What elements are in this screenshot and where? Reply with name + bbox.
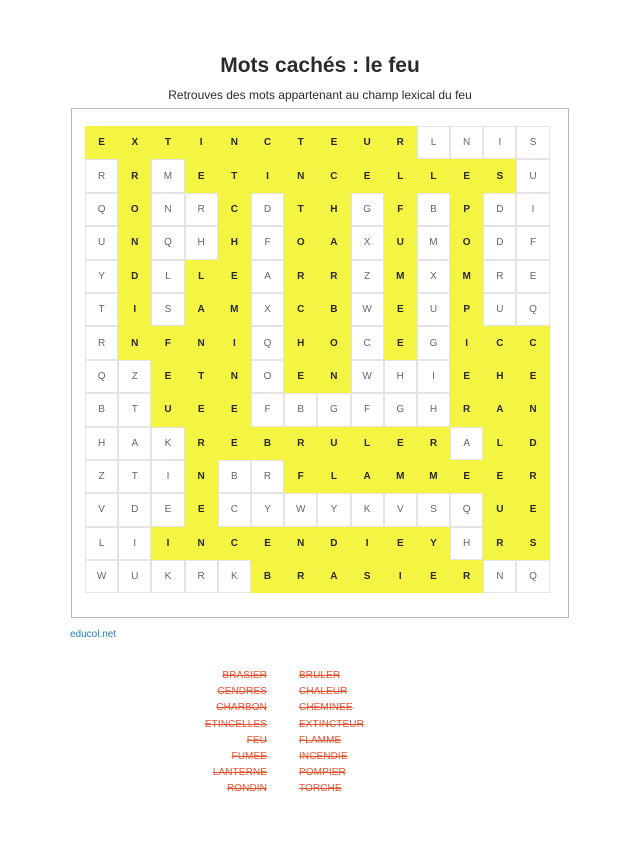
grid-cell[interactable]: M [151,159,184,192]
grid-cell[interactable]: C [218,193,251,226]
grid-cell[interactable]: E [516,360,549,393]
grid-cell[interactable]: R [185,193,218,226]
grid-cell[interactable]: E [185,393,218,426]
grid-cell[interactable]: D [483,193,516,226]
grid-cell[interactable]: Y [251,493,284,526]
grid-cell[interactable]: N [218,126,251,159]
grid-cell[interactable]: U [85,226,118,259]
grid-cell[interactable]: Q [85,193,118,226]
grid-cell[interactable]: H [185,226,218,259]
word-search-grid [85,126,550,593]
grid-cell[interactable]: H [384,360,417,393]
grid-cell[interactable]: P [450,293,483,326]
grid-cell[interactable]: N [317,360,350,393]
grid-cell[interactable]: E [384,427,417,460]
grid-cell[interactable]: H [450,527,483,560]
grid-cell[interactable]: U [417,293,450,326]
grid-cell[interactable]: V [85,493,118,526]
grid-cell[interactable]: U [384,226,417,259]
grid-cell[interactable]: E [384,293,417,326]
grid-cell[interactable]: G [384,393,417,426]
grid-cell[interactable]: E [483,460,516,493]
grid-cell[interactable]: F [251,393,284,426]
grid-cell[interactable]: O [284,226,317,259]
grid-cell[interactable]: L [317,460,350,493]
grid-cell[interactable]: N [185,460,218,493]
grid-cell[interactable]: M [417,226,450,259]
grid-cell[interactable]: U [483,493,516,526]
grid-cell[interactable]: P [450,193,483,226]
grid-cell[interactable]: I [351,527,384,560]
found-word: CENDRES [217,686,267,698]
grid-cell[interactable]: A [251,260,284,293]
grid-cell[interactable]: U [351,126,384,159]
grid-cell[interactable]: E [450,159,483,192]
grid-cell[interactable]: F [251,226,284,259]
grid-cell[interactable]: B [85,393,118,426]
grid-cell[interactable]: N [185,326,218,359]
grid-cell[interactable]: A [185,293,218,326]
grid-cell[interactable]: F [151,326,184,359]
grid-cell[interactable]: I [151,460,184,493]
grid-cell[interactable]: Y [417,527,450,560]
grid-cell[interactable]: R [85,159,118,192]
grid-cell[interactable]: Q [151,226,184,259]
found-word: FUMEE [231,751,267,763]
grid-cell[interactable]: N [118,226,151,259]
grid-cell[interactable]: H [85,427,118,460]
grid-cell[interactable]: R [450,393,483,426]
grid-cell[interactable]: N [284,527,317,560]
grid-cell[interactable]: N [118,326,151,359]
grid-cell[interactable]: Y [317,493,350,526]
grid-cell[interactable]: R [483,260,516,293]
grid-cell[interactable]: C [317,159,350,192]
grid-cell[interactable]: H [417,393,450,426]
grid-cell[interactable]: I [118,293,151,326]
grid-cell[interactable]: N [185,527,218,560]
found-word: BRASIER [222,670,267,681]
grid-cell[interactable]: L [185,260,218,293]
grid-cell[interactable]: W [85,560,118,593]
grid-cell[interactable]: Y [85,260,118,293]
grid-cell[interactable]: C [251,126,284,159]
grid-cell[interactable]: E [317,126,350,159]
grid-cell[interactable]: T [284,193,317,226]
grid-cell[interactable]: H [483,360,516,393]
grid-cell[interactable]: F [384,193,417,226]
found-word: POMPIER [299,767,346,779]
found-word: BRULER [299,670,341,681]
grid-cell[interactable]: Q [251,326,284,359]
grid-cell[interactable]: Q [85,360,118,393]
grid-cell[interactable]: M [450,260,483,293]
found-word: FEU [246,734,267,746]
grid-cell[interactable]: M [218,293,251,326]
grid-cell[interactable]: F [351,393,384,426]
grid-cell[interactable]: R [384,126,417,159]
grid-cell[interactable]: G [417,326,450,359]
grid-cell[interactable]: T [284,126,317,159]
grid-cell[interactable]: E [218,427,251,460]
grid-cell[interactable]: U [118,560,151,593]
grid-cell[interactable]: Q [450,493,483,526]
grid-cell[interactable]: S [516,126,549,159]
page-subtitle: Retrouves des mots appartenant au champ lexical du feu [168,88,472,102]
grid-cell[interactable]: I [384,560,417,593]
grid-cell[interactable]: R [85,326,118,359]
found-word: INCENDIE [299,751,348,763]
grid-cell[interactable]: B [251,560,284,593]
grid-cell[interactable]: E [384,326,417,359]
grid-cell[interactable]: D [317,527,350,560]
grid-cell[interactable]: O [251,360,284,393]
found-word: EXTINCTEUR [299,718,364,730]
grid-cell[interactable]: C [483,326,516,359]
grid-cell[interactable]: T [218,159,251,192]
grid-cell[interactable]: F [516,226,549,259]
grid-cell[interactable]: U [483,293,516,326]
grid-cell[interactable]: S [417,493,450,526]
grid-cell[interactable]: B [284,393,317,426]
grid-cell[interactable]: E [85,126,118,159]
grid-cell[interactable]: G [317,393,350,426]
grid-cell[interactable]: X [118,126,151,159]
found-word: TORCHE [299,783,342,795]
grid-cell[interactable]: O [317,326,350,359]
page-title: Mots cachés : le feu [220,54,420,77]
grid-cell[interactable]: F [284,460,317,493]
grid-cell[interactable]: N [218,360,251,393]
grid-cell[interactable]: E [151,360,184,393]
grid-cell[interactable]: D [118,493,151,526]
grid-cell[interactable]: X [251,293,284,326]
grid-cell[interactable]: I [516,193,549,226]
grid-cell[interactable]: E [516,493,549,526]
grid-cell[interactable]: I [185,126,218,159]
grid-cell[interactable]: C [284,293,317,326]
grid-cell[interactable]: G [351,193,384,226]
grid-cell[interactable]: E [185,159,218,192]
grid-cell[interactable]: N [450,126,483,159]
grid-cell[interactable]: M [417,460,450,493]
grid-cell[interactable]: E [450,460,483,493]
grid-cell[interactable]: E [251,527,284,560]
grid-cell[interactable]: R [118,159,151,192]
found-word: ETINCELLES [204,718,267,730]
grid-cell[interactable]: N [151,193,184,226]
found-word: LANTERNE [212,767,267,779]
grid-cell[interactable]: R [251,460,284,493]
grid-cell[interactable]: M [384,260,417,293]
grid-cell[interactable]: E [218,393,251,426]
grid-cell[interactable]: I [151,527,184,560]
grid-cell[interactable]: E [284,360,317,393]
grid-cell[interactable]: E [417,560,450,593]
grid-cell[interactable]: A [450,427,483,460]
grid-cell[interactable]: D [483,226,516,259]
grid-cell[interactable]: O [118,193,151,226]
grid-cell[interactable]: U [151,393,184,426]
grid-cell[interactable]: W [284,493,317,526]
grid-cell[interactable]: R [284,427,317,460]
grid-cell[interactable]: E [516,260,549,293]
grid-cell[interactable]: S [351,560,384,593]
grid-cell[interactable]: N [483,560,516,593]
grid-cell[interactable]: Z [118,360,151,393]
grid-cell[interactable]: U [516,159,549,192]
grid-cell[interactable]: C [351,326,384,359]
grid-cell[interactable]: H [218,226,251,259]
grid-cell[interactable]: L [85,527,118,560]
grid-cell[interactable]: E [151,493,184,526]
grid-cell[interactable]: B [218,460,251,493]
grid-cell[interactable]: Q [516,293,549,326]
grid-cell[interactable]: S [516,527,549,560]
grid-cell[interactable]: R [284,560,317,593]
grid-cell[interactable]: W [351,293,384,326]
grid-cell[interactable]: I [218,326,251,359]
grid-cell[interactable]: R [185,560,218,593]
grid-cell[interactable]: X [351,226,384,259]
grid-cell[interactable]: C [516,326,549,359]
grid-cell[interactable]: A [483,393,516,426]
grid-cell[interactable]: E [218,260,251,293]
grid-cell[interactable]: B [251,427,284,460]
grid-cell[interactable]: Z [85,460,118,493]
grid-cell[interactable]: K [151,427,184,460]
grid-cell[interactable]: V [384,493,417,526]
grid-cell[interactable]: R [185,427,218,460]
grid-cell[interactable]: R [417,427,450,460]
grid-cell[interactable]: R [450,560,483,593]
grid-cell[interactable]: M [384,460,417,493]
grid-cell[interactable]: I [251,159,284,192]
grid-cell[interactable]: R [284,260,317,293]
grid-cell[interactable]: T [118,460,151,493]
grid-cell[interactable]: E [351,159,384,192]
grid-cell[interactable]: Q [516,560,549,593]
grid-cell[interactable]: S [483,159,516,192]
grid-cell[interactable]: C [218,527,251,560]
grid-cell[interactable]: L [483,427,516,460]
grid-cell[interactable]: R [483,527,516,560]
grid-cell[interactable]: A [351,460,384,493]
grid-cell[interactable]: T [185,360,218,393]
grid-cell[interactable]: L [151,260,184,293]
grid-cell[interactable]: X [417,260,450,293]
grid-cell[interactable]: E [185,493,218,526]
grid-cell[interactable]: A [317,226,350,259]
grid-cell[interactable]: Z [351,260,384,293]
grid-cell[interactable]: B [417,193,450,226]
source-credit-link[interactable]: educol.net [70,629,117,640]
grid-cell[interactable]: L [351,427,384,460]
grid-cell[interactable]: N [516,393,549,426]
grid-cell[interactable]: L [384,159,417,192]
grid-cell[interactable]: T [85,293,118,326]
found-word: CHEMINEE [299,702,353,714]
grid-cell[interactable]: L [417,159,450,192]
grid-cell[interactable]: E [450,360,483,393]
grid-cell[interactable]: L [417,126,450,159]
grid-cell[interactable]: A [118,427,151,460]
found-word: CHARBON [216,702,267,714]
word-list [150,668,490,798]
grid-cell[interactable]: T [118,393,151,426]
grid-cell[interactable]: I [483,126,516,159]
found-word: FLAMME [299,734,342,746]
grid-cell[interactable]: C [218,493,251,526]
grid-cell[interactable]: H [284,326,317,359]
found-word: CHALEUR [299,686,348,698]
grid-cell[interactable]: S [151,293,184,326]
grid-cell[interactable]: O [450,226,483,259]
grid-cell[interactable]: T [151,126,184,159]
grid-cell[interactable]: R [317,260,350,293]
grid-cell[interactable]: A [317,560,350,593]
grid-cell[interactable]: D [516,427,549,460]
grid-cell[interactable]: U [317,427,350,460]
grid-cell[interactable]: I [118,527,151,560]
grid-cell[interactable]: K [351,493,384,526]
grid-cell[interactable]: I [450,326,483,359]
grid-cell[interactable]: W [351,360,384,393]
grid-cell[interactable]: D [251,193,284,226]
grid-cell[interactable]: K [151,560,184,593]
grid-cell[interactable]: K [218,560,251,593]
grid-cell[interactable]: B [317,293,350,326]
grid-cell[interactable]: H [317,193,350,226]
found-word: RONDIN [226,783,267,795]
grid-cell[interactable]: D [118,260,151,293]
grid-cell[interactable]: E [384,527,417,560]
grid-cell[interactable]: I [417,360,450,393]
grid-cell[interactable]: N [284,159,317,192]
grid-cell[interactable]: R [516,460,549,493]
